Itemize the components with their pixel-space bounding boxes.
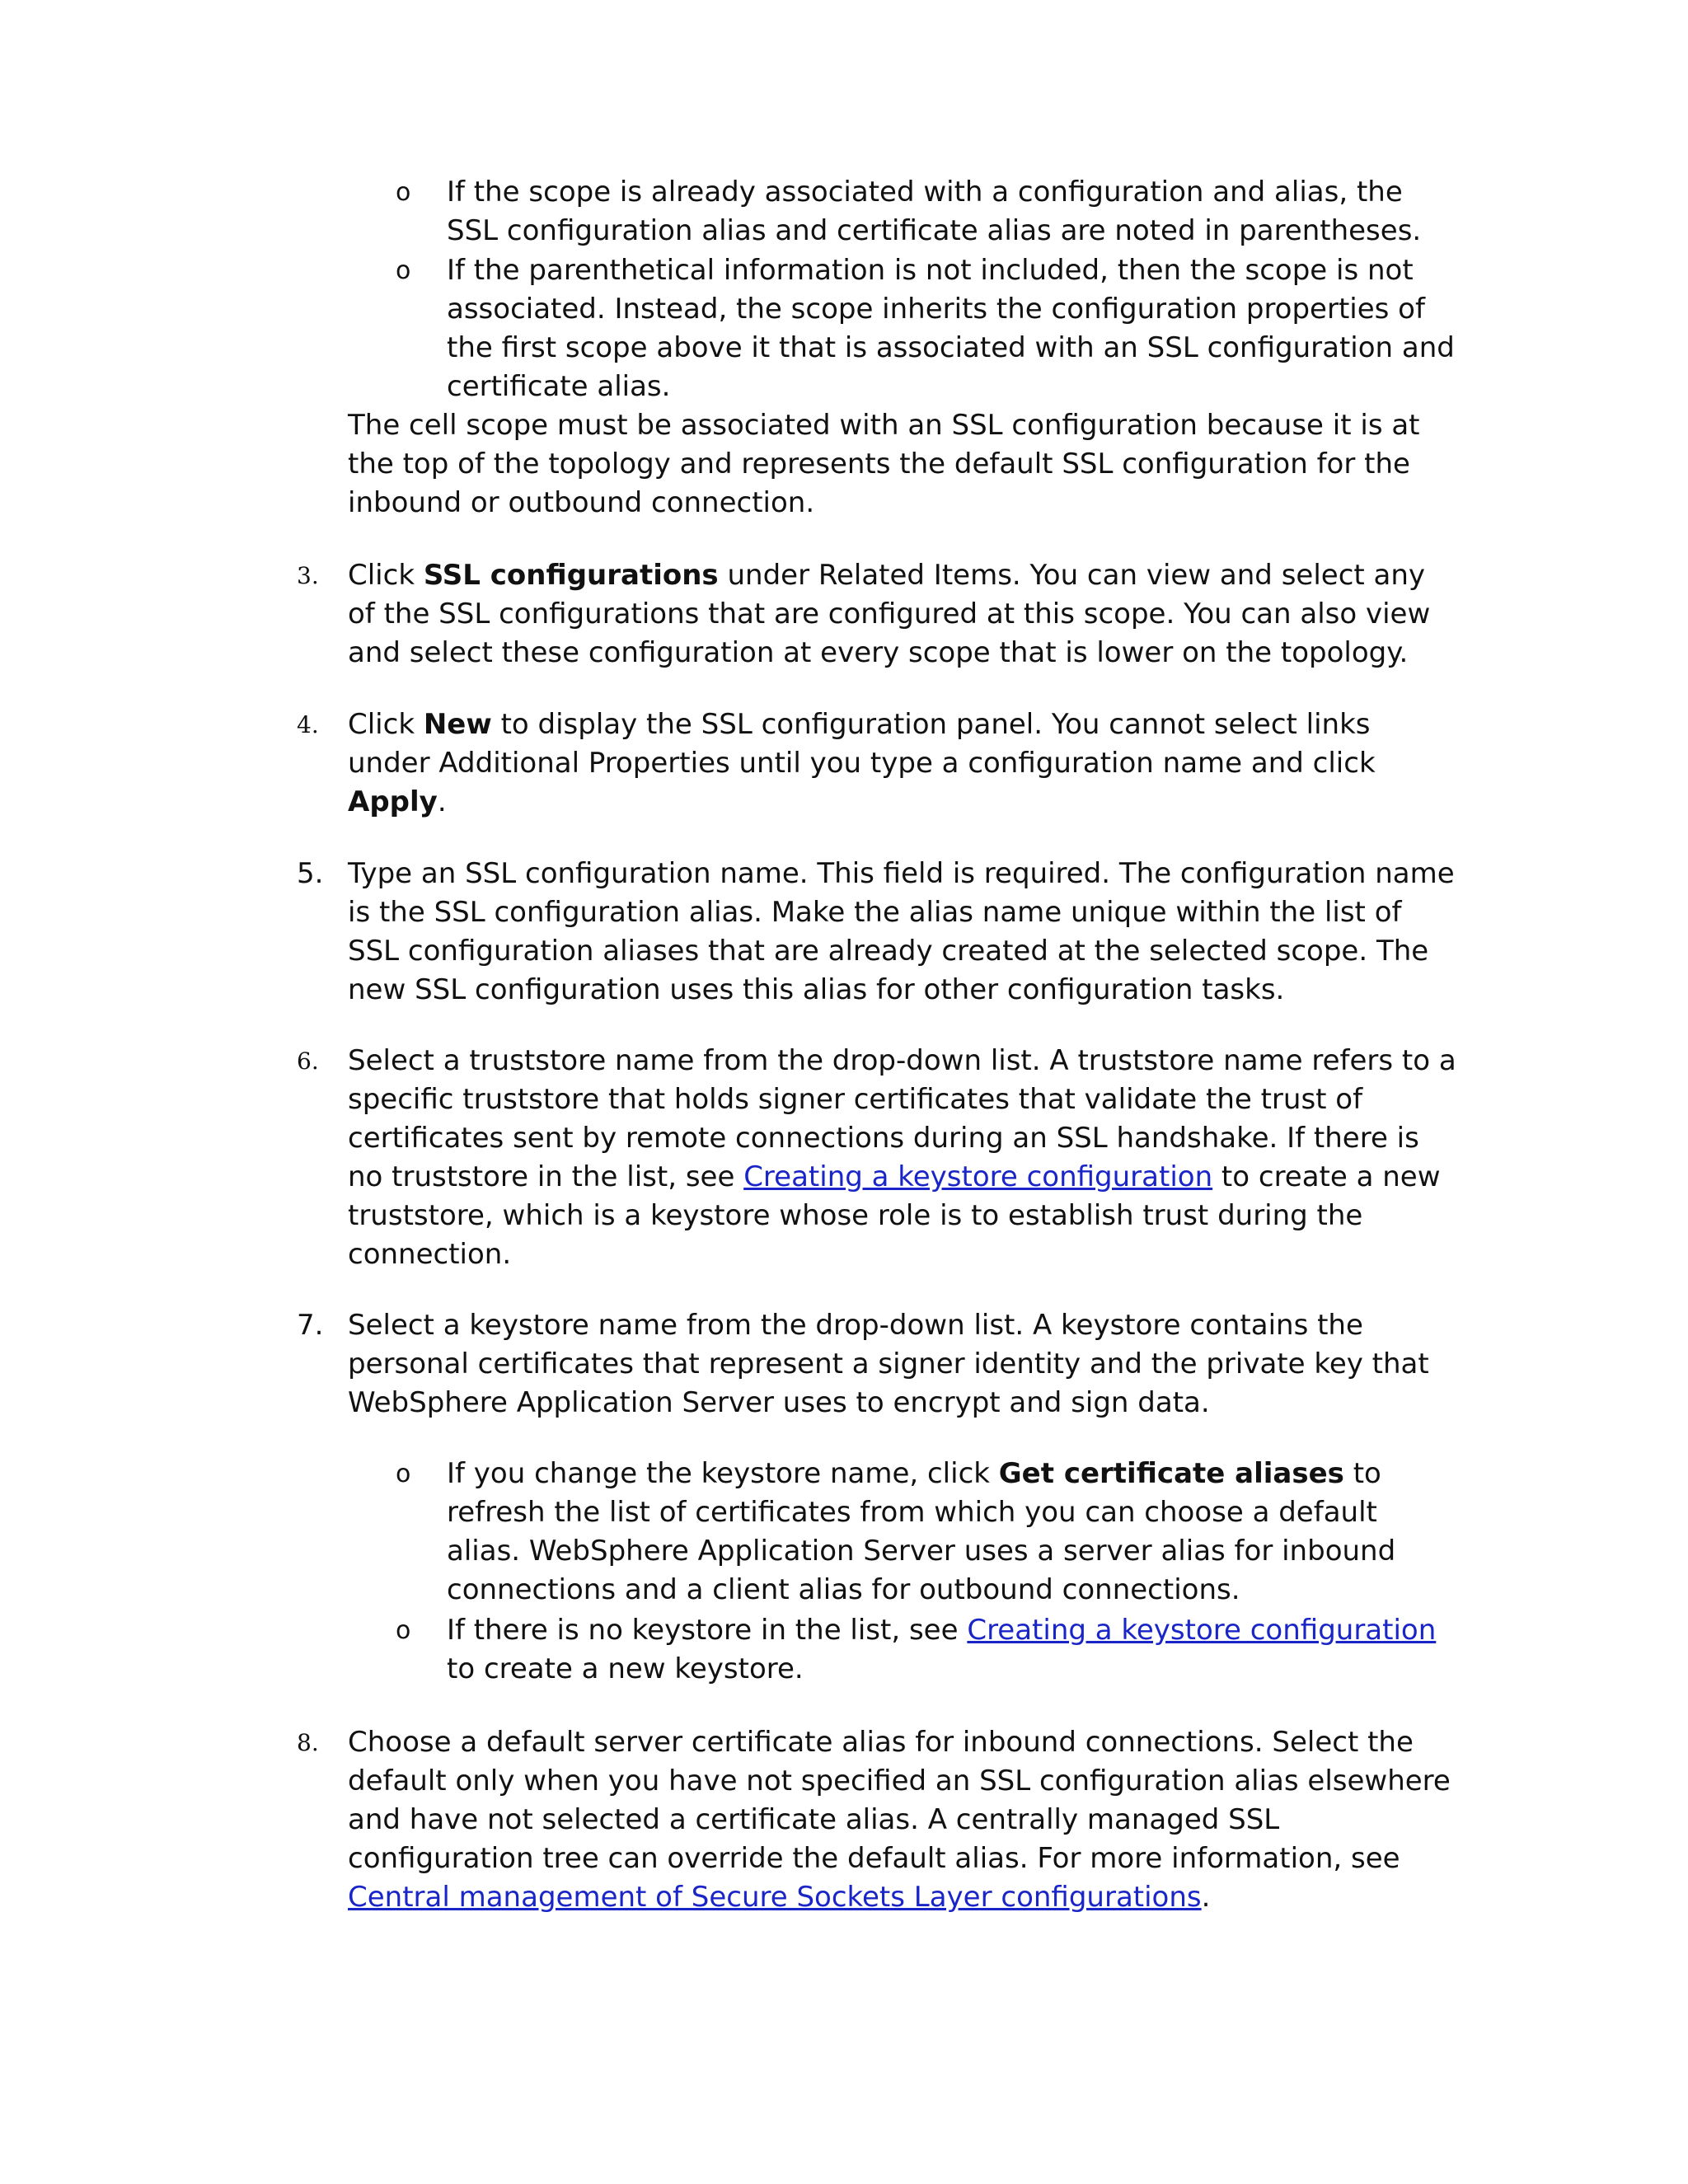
new-term: New (423, 708, 492, 741)
step-number: 4. (297, 711, 319, 738)
sub-item-change-keystore: If you change the keystore name, click Get certificate aliases to refresh the list of certificates from which you can choose a default alias. WebSphere Application Server uses a server alias for inbound connections and a client alias for outbound connections. (447, 1457, 1396, 1606)
sub-bullet-marker: o (396, 256, 411, 285)
step-number: 8. (297, 1729, 319, 1756)
step-3-text: Click SSL configurations under Related Items. You can view and select any of the SSL configurations that are configured at this scope. You can also view and select these configuration at every scope that is lower on the topology. (348, 559, 1431, 669)
step-6-text: Select a truststore name from the drop-down list. A truststore name refers to a specific truststore that holds signer certificates that validate the trust of certificates sent by remote connections during an SSL handshake. If there is no truststore in the list, see Creating a keystore configuration to create a new truststore, which is a keystore whose role is to establish trust during the connection. (348, 1044, 1456, 1271)
sub-bullet-marker: o (396, 1616, 411, 1645)
step-number: 5. (297, 857, 324, 890)
get-certificate-aliases-term: Get certificate aliases (998, 1457, 1344, 1490)
sub-bullet-marker: o (396, 178, 411, 207)
step-number: 3. (297, 562, 319, 589)
cell-scope-note: The cell scope must be associated with an SSL configuration because it is at the top of the topology and represents the default SSL configuration for the inbound or outbound connection. (348, 409, 1420, 519)
creating-keystore-configuration-link[interactable]: Creating a keystore configuration (967, 1614, 1437, 1647)
central-management-ssl-link[interactable]: Central management of Secure Sockets Layer configurations (348, 1881, 1202, 1914)
ssl-configurations-term: SSL configurations (423, 559, 719, 592)
creating-keystore-configuration-link[interactable]: Creating a keystore configuration (743, 1160, 1213, 1193)
sub-item-no-keystore: If there is no keystore in the list, see Creating a keystore configuration to create a new keystore. (447, 1614, 1437, 1685)
sub-item-scope-inherits: If the parenthetical information is not included, then the scope is not associated. Instead, the scope inherits the configuration properties of the first scope above it that is associated with an SSL configuration and certificate alias. (447, 254, 1455, 403)
step-5-text: Type an SSL configuration name. This field is required. The configuration name is the SSL configuration alias. Make the alias name unique within the list of SSL configuration aliases that are already created at the selected scope. The new SSL configuration uses this alias for other configuration tasks. (348, 857, 1455, 1006)
step-number: 7. (297, 1309, 324, 1342)
sub-item-scope-associated: If the scope is already associated with a configuration and alias, the SSL configuration alias and certificate alias are noted in parentheses. (447, 176, 1422, 247)
step-8-text: Choose a default server certificate alias for inbound connections. Select the default only when you have not specified an SSL configuration alias elsewhere and have not selected a certificate alias. A centrally managed SSL configuration tree can override the default alias. For more information, see Central management of Secure Sockets Layer configurations. (348, 1726, 1451, 1914)
apply-term: Apply (348, 785, 438, 818)
step-7-text: Select a keystore name from the drop-down list. A keystore contains the personal certificates that represent a signer identity and the private key that WebSphere Application Server uses to encrypt and sign data. (348, 1309, 1429, 1419)
sub-bullet-marker: o (396, 1460, 411, 1488)
step-number: 6. (297, 1047, 319, 1075)
step-4-text: Click New to display the SSL configuration panel. You cannot select links under Additional Properties until you type a configuration name and click Apply. (348, 708, 1376, 818)
